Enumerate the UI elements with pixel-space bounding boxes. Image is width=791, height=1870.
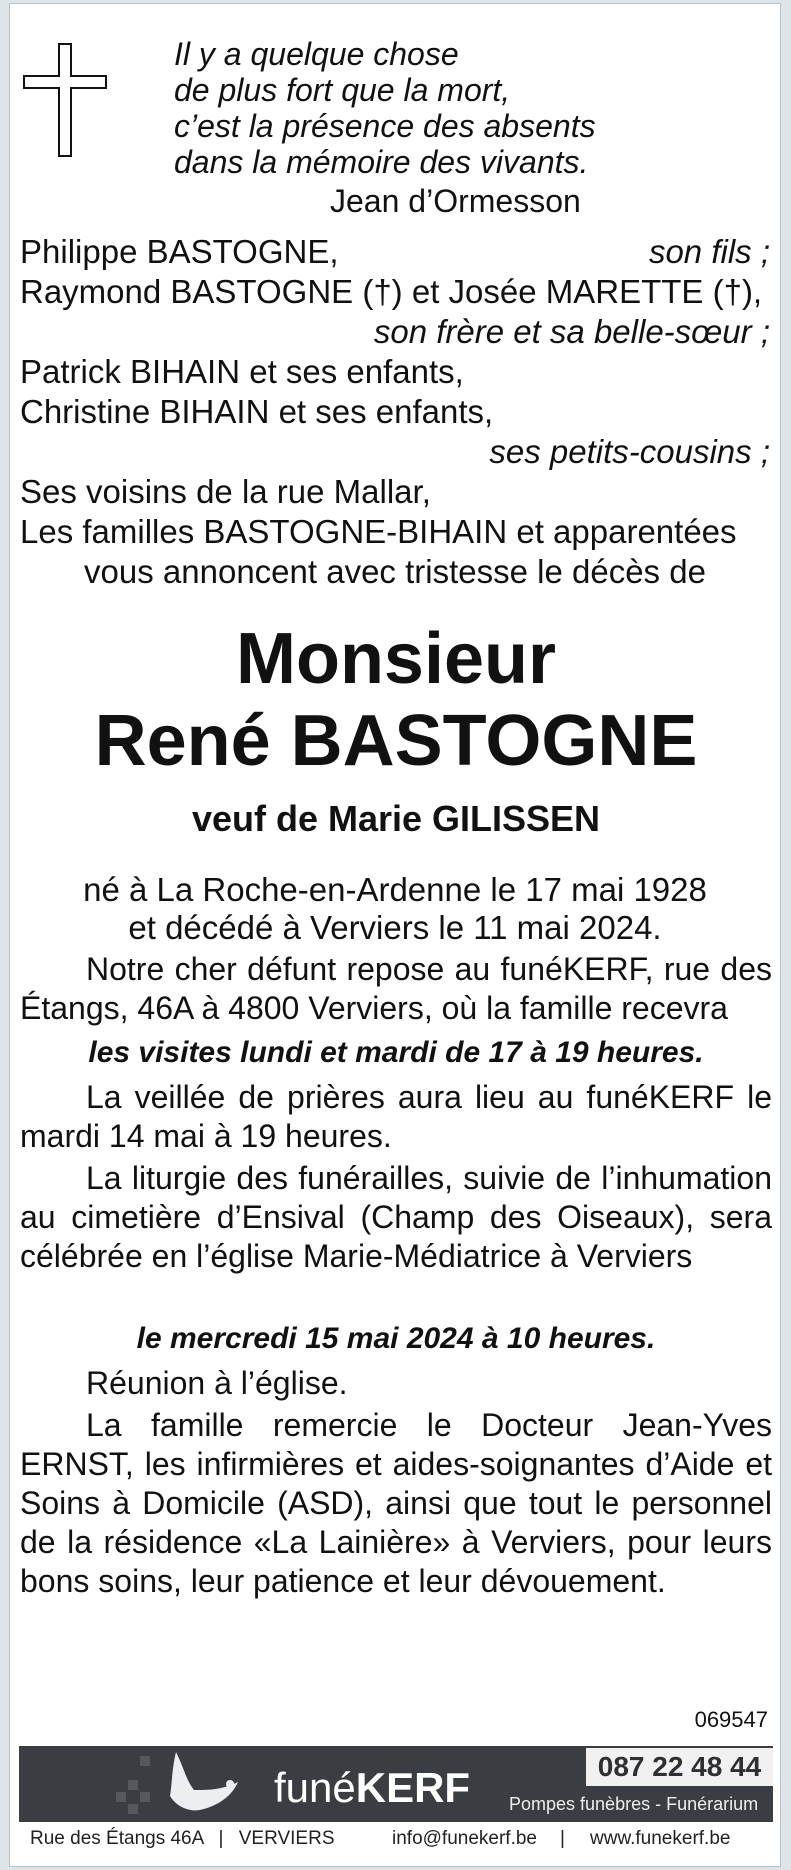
address: Rue des Étangs 46A [30,1828,204,1849]
thanks-paragraph: La famille remercie le Docteur Jean-Yves ERNST, les infirmières et aides-soignantes d’Aide et Soins à Domicile (ASD), ainsi que tout le personnel de la résidence «La Lainière» à Verviers, pour leurs bons soins, leur patience et leur dévouement. [20,1407,772,1599]
quote-line: dans la mémoire des vivants. [174,144,589,180]
family-relation: ses petits-cousins ; [489,433,770,470]
resting-paragraph: Notre cher défunt repose au funéKERF, rue des Étangs, 46A à 4800 Verviers, où la famille recevra [20,951,772,1026]
separator: | [218,1828,224,1849]
announce-line: vous annoncent avec tristesse le décès de [84,553,706,590]
family-line: Ses voisins de la rue Mallar, [20,473,431,510]
deceased-title: Monsieur [235,619,557,699]
family-relation: son fils ; [648,233,770,270]
brand-bold: KERF [355,1764,471,1811]
funeral-home-banner [19,1746,773,1822]
email-link[interactable]: info@funekerf.be [392,1828,537,1849]
family-line: Raymond BASTOGNE (†) et Josée MARETTE (†), [20,273,763,310]
family-line: Philippe BASTOGNE, [20,233,339,270]
brand-light: funé [274,1764,356,1811]
website-link[interactable]: www.funekerf.be [590,1828,731,1849]
city: VERVIERS [238,1828,335,1849]
phone-number: 087 22 48 44 [586,1748,773,1786]
reference-number: 069547 [694,1707,768,1732]
quote-line: c’est la présence des absents [174,108,596,144]
contact-line [30,1828,770,1850]
birth-line: né à La Roche-en-Ardenne le 17 mai 1928 [83,871,707,908]
family-line: Les familles BASTOGNE-BIHAIN et apparentées [20,513,737,550]
quote-line: Il y a quelque chose [174,36,459,72]
cross-icon [22,42,108,160]
quote-author: Jean d’Ormesson [330,183,581,219]
dove-logo-icon [114,1746,274,1822]
family-line: Patrick BIHAIN et ses enfants, [20,353,464,390]
visits-line: les visites lundi et mardi de 17 à 19 heures. [88,1036,704,1069]
ceremony-line: le mercredi 15 mai 2024 à 10 heures. [136,1322,656,1355]
liturgy-paragraph: La liturgie des funérailles, suivie de l’inhumation au cimetière d’Ensival (Champ des Oiseaux), sera célébrée en l’église Marie-Médiatrice à Verviers [20,1160,772,1274]
vigil-paragraph: La veillée de prières aura lieu au funéKERF le mardi 14 mai à 19 heures. [20,1079,772,1154]
death-line: et décédé à Verviers le 11 mai 2024. [128,909,662,946]
deceased-name: René BASTOGNE [94,701,698,781]
family-relation: son frère et sa belle-sœur ; [373,313,770,350]
quote-line: de plus fort que la mort, [174,72,511,108]
banner-subtitle: Pompes funèbres - Funérarium [509,1794,759,1814]
brand-logo-text [274,1764,470,1812]
gathering-line: Réunion à l’église. [86,1365,348,1401]
widower-line: veuf de Marie GILISSEN [191,798,601,839]
separator: | [560,1828,565,1849]
family-line: Christine BIHAIN et ses enfants, [20,393,494,430]
obituary-card [9,3,781,1867]
